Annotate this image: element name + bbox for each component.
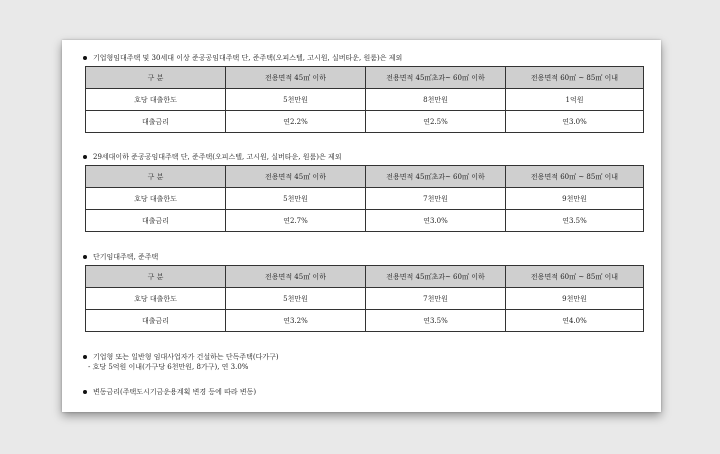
table-row	[86, 89, 644, 111]
header-category: 구 분	[86, 166, 226, 188]
table-row	[86, 111, 644, 133]
table-cell: 5천만원	[226, 288, 366, 310]
table-cell: 호당 대출한도	[86, 89, 226, 111]
table-cell: 대출금리	[86, 210, 226, 232]
table-cell: 호당 대출한도	[86, 288, 226, 310]
table-header-row	[86, 67, 644, 89]
bullet-icon	[83, 255, 87, 259]
table-cell: 8천만원	[366, 89, 506, 111]
table-row	[86, 288, 644, 310]
header-area-45-60: 전용면적 45㎡초과~ 60㎡ 이하	[366, 67, 506, 89]
table-cell: 7천만원	[366, 188, 506, 210]
header-area-45: 전용면적 45㎡ 이하	[226, 67, 366, 89]
table-cell: 연2.5%	[366, 111, 506, 133]
table-header-row	[86, 166, 644, 188]
table-cell: 9천만원	[506, 188, 644, 210]
header-area-45-60: 전용면적 45㎡초과~ 60㎡ 이하	[366, 266, 506, 288]
table-cell: 연2.7%	[226, 210, 366, 232]
section-heading-text: 29세대이하 준공공임대주택 단, 준주택(오피스텔, 고시원, 실버타운, 원룸)은 제외	[93, 153, 342, 161]
header-area-60-85: 전용면적 60㎡ ~ 85㎡ 이내	[506, 166, 644, 188]
table-cell: 연2.2%	[226, 111, 366, 133]
header-area-45: 전용면적 45㎡ 이하	[226, 266, 366, 288]
notes	[82, 352, 642, 372]
table-cell: 9천만원	[506, 288, 644, 310]
note-line	[82, 387, 642, 397]
table-cell: 연3.0%	[366, 210, 506, 232]
loan-table-2	[85, 165, 644, 232]
loan-section-3	[82, 252, 642, 332]
table-cell: 대출금리	[86, 111, 226, 133]
notes-rate	[82, 387, 642, 397]
section-heading	[82, 152, 642, 162]
table-cell: 연3.0%	[506, 111, 644, 133]
loan-table-3	[85, 265, 644, 332]
note-text: 변동금리(주택도시기금운용계획 변경 등에 따라 변동)	[93, 388, 257, 396]
table-cell: 연3.2%	[226, 310, 366, 332]
table-cell: 1억원	[506, 89, 644, 111]
table-row	[86, 210, 644, 232]
table-header-row	[86, 266, 644, 288]
section-heading-text: 기업형임대주택 및 30세대 이상 준공공임대주택 단, 준주택(오피스텔, 고시원, 실버타운, 원룸)은 제외	[93, 54, 403, 62]
header-category: 구 분	[86, 67, 226, 89]
section-heading-text: 단기임대주택, 준주택	[93, 253, 159, 261]
header-area-45-60: 전용면적 45㎡초과~ 60㎡ 이하	[366, 166, 506, 188]
header-area-60-85: 전용면적 60㎡ ~ 85㎡ 이내	[506, 266, 644, 288]
header-category: 구 분	[86, 266, 226, 288]
loan-section-2	[82, 152, 642, 232]
table-cell: 연3.5%	[506, 210, 644, 232]
bullet-icon	[83, 355, 87, 359]
section-heading	[82, 53, 642, 63]
table-cell: 7천만원	[366, 288, 506, 310]
table-cell: 연3.5%	[366, 310, 506, 332]
note-text: 기업형 또는 일반형 임대사업자가 건설하는 단독주택(다가구)	[93, 353, 279, 361]
table-cell: 대출금리	[86, 310, 226, 332]
header-area-60-85: 전용면적 60㎡ ~ 85㎡ 이내	[506, 67, 644, 89]
table-row	[86, 310, 644, 332]
table-row	[86, 188, 644, 210]
table-cell: 5천만원	[226, 188, 366, 210]
bullet-icon	[83, 390, 87, 394]
bullet-icon	[83, 155, 87, 159]
table-cell: 5천만원	[226, 89, 366, 111]
header-area-45: 전용면적 45㎡ 이하	[226, 166, 366, 188]
section-heading	[82, 252, 642, 262]
note-line	[82, 352, 642, 362]
table-cell: 호당 대출한도	[86, 188, 226, 210]
bullet-icon	[83, 56, 87, 60]
table-cell: 연4.0%	[506, 310, 644, 332]
note-detail: - 호당 5억원 이내(가구당 6천만원, 8가구), 연 3.0%	[88, 363, 249, 371]
loan-table-1	[85, 66, 644, 133]
loan-section-1	[82, 53, 642, 133]
